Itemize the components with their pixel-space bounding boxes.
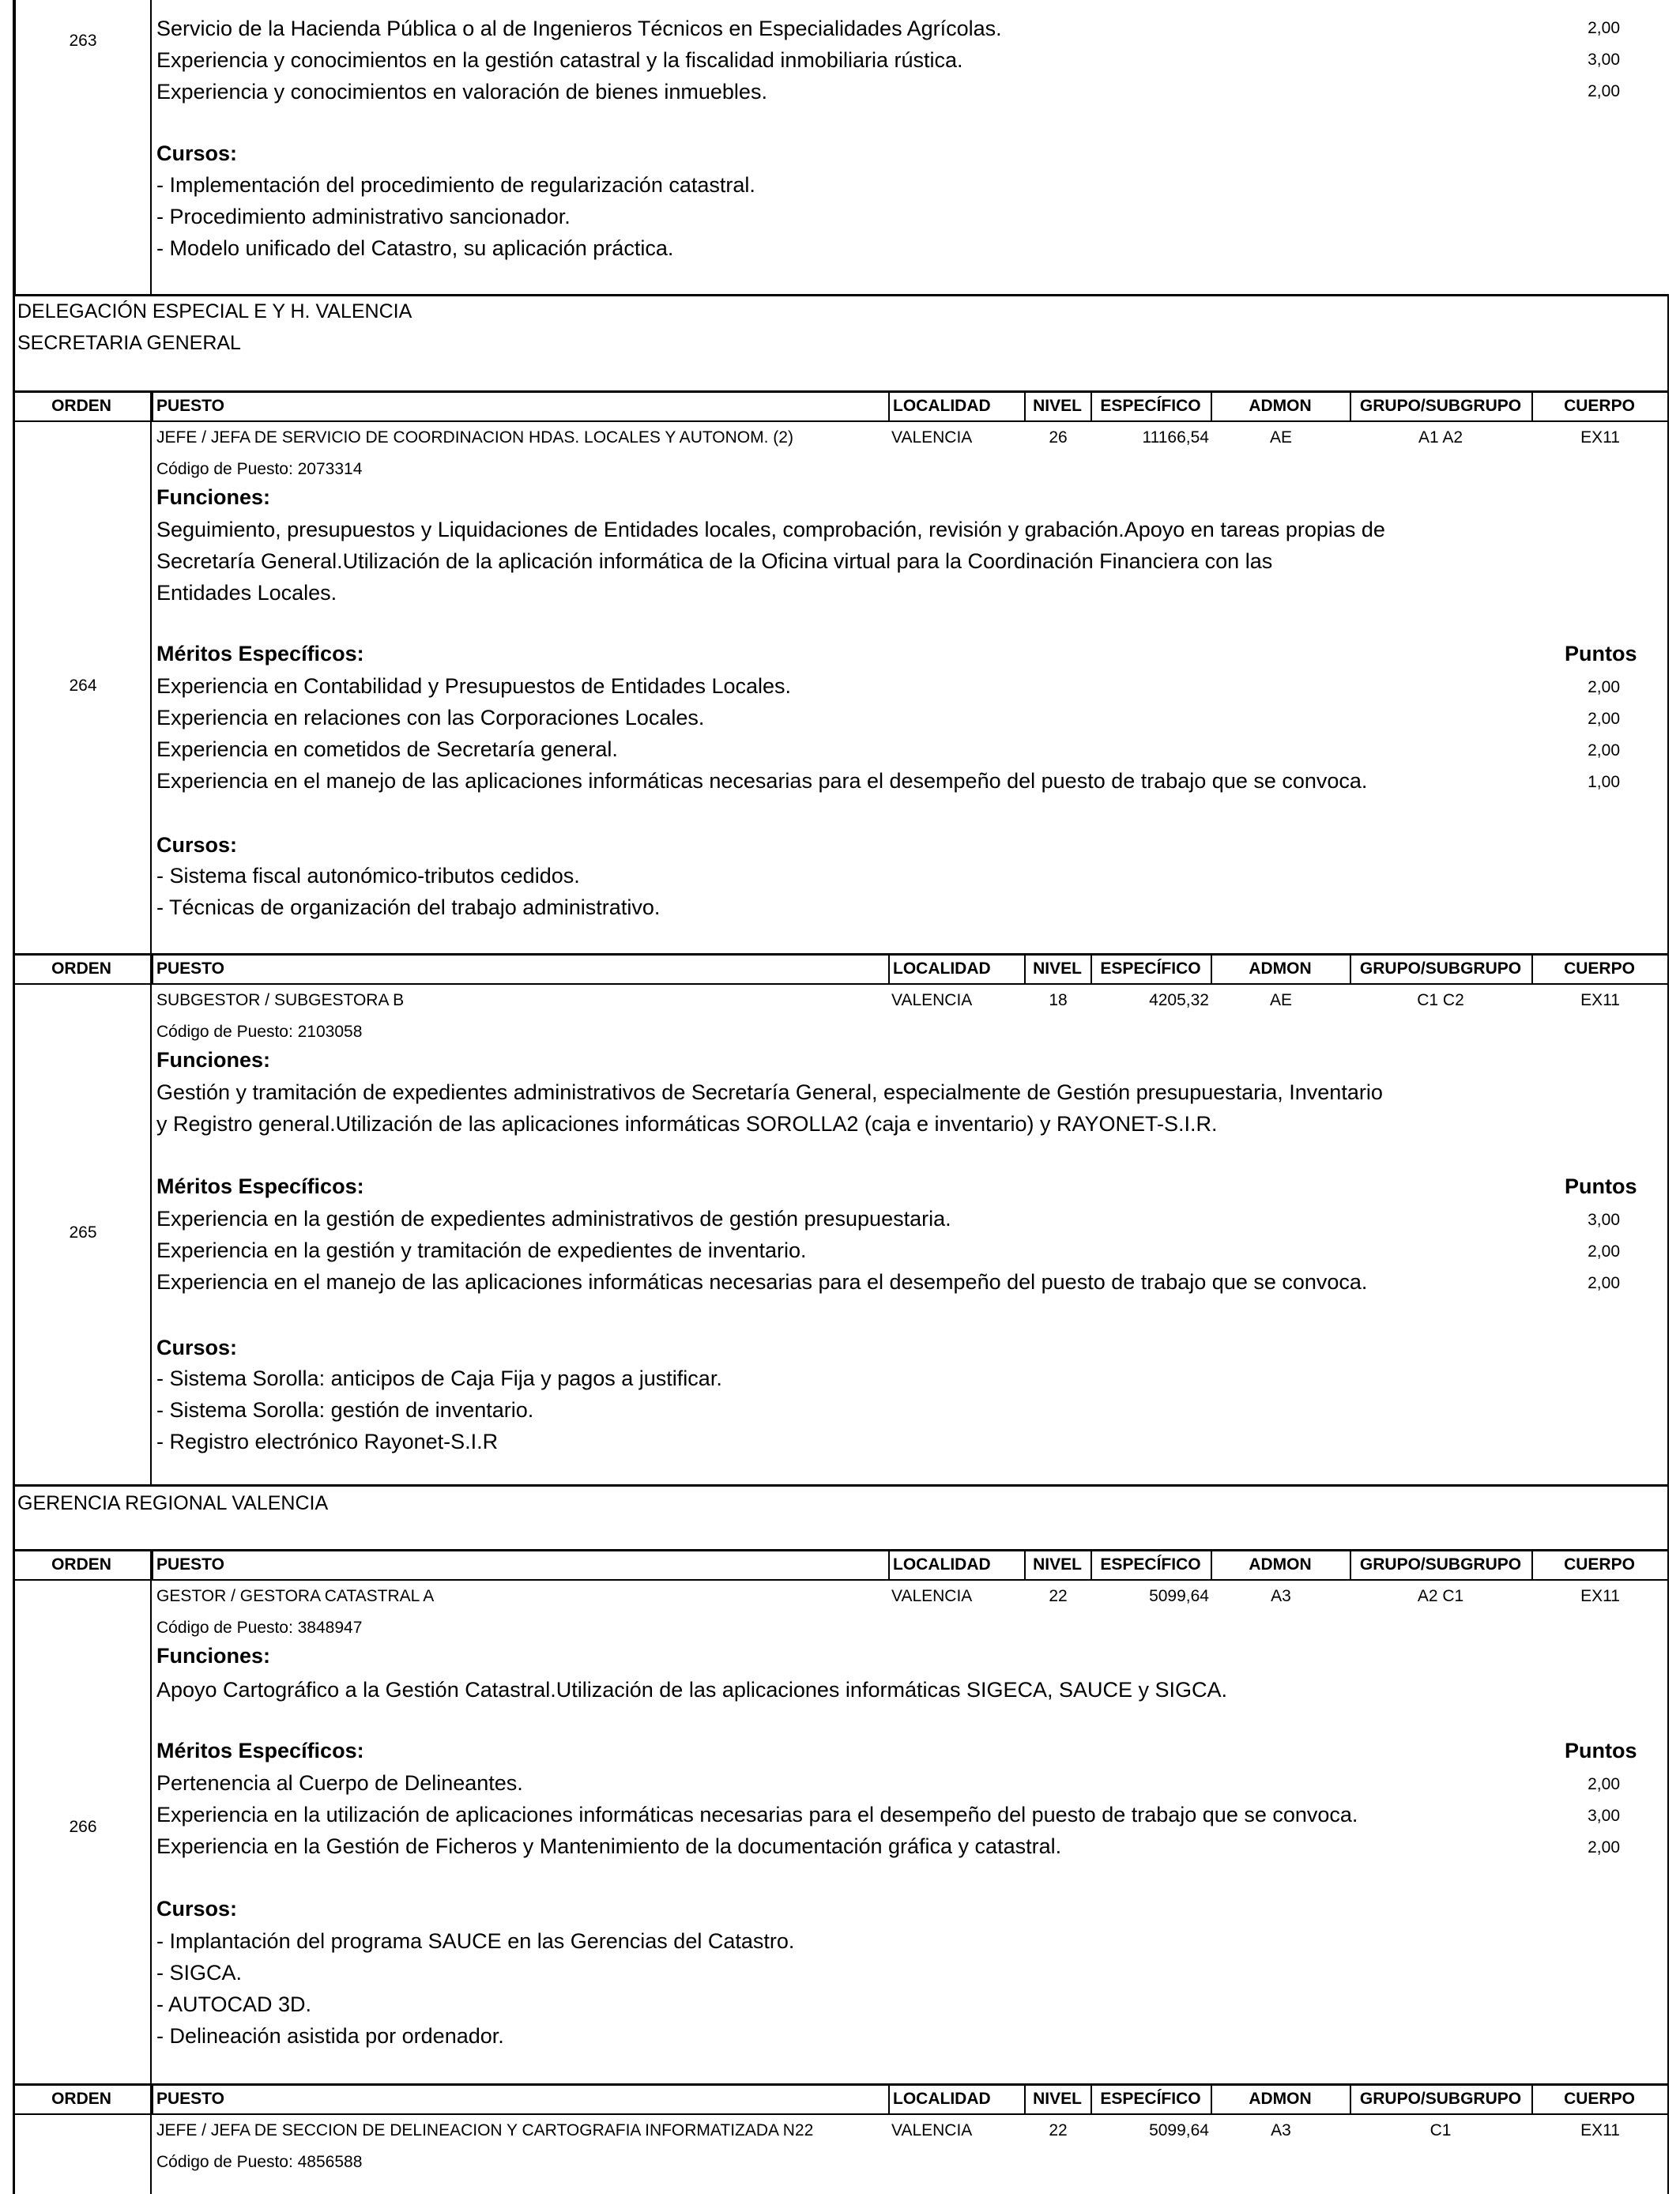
curso-item: - Procedimiento administrativo sancionador.	[156, 205, 571, 228]
curso-item: - Técnicas de organización del trabajo administrativo.	[156, 895, 661, 919]
meritos-label: Méritos Específicos:	[156, 1739, 364, 1762]
header-top-line	[13, 390, 1669, 393]
orden-divider	[150, 953, 152, 1484]
especifico-value: 5099,64	[1149, 2121, 1209, 2139]
table-border-right	[1667, 294, 1669, 2194]
header-cell-divider	[152, 2083, 153, 2115]
grupo-value: C1	[1430, 2121, 1452, 2139]
merit-points: 2,00	[1588, 1274, 1620, 1292]
curso-item: - Delineación asistida por ordenador.	[156, 2024, 504, 2048]
grupo-value: A1 A2	[1418, 428, 1463, 447]
header-bottom-line	[13, 983, 1669, 985]
header-orden: ORDEN	[51, 2090, 111, 2108]
merit-points: 3,00	[1588, 1211, 1620, 1229]
cuerpo-value: EX11	[1580, 991, 1620, 1009]
header-admon: ADMON	[1249, 959, 1312, 978]
nivel-value: 18	[1049, 991, 1068, 1009]
merit-text: Experiencia en cometidos de Secretaría general.	[156, 737, 618, 761]
header-cuerpo: CUERPO	[1564, 397, 1635, 415]
meritos-label: Méritos Específicos:	[156, 1174, 364, 1198]
header-localidad: LOCALIDAD	[893, 959, 991, 978]
merit-text: Experiencia en el manejo de las aplicaciones informáticas necesarias para el desempeño del puesto de trabajo que se convoca.	[156, 1270, 1368, 1294]
codigo-puesto: Código de Puesto: 2103058	[156, 1023, 363, 1041]
cursos-label: Cursos:	[156, 141, 238, 165]
especifico-value: 4205,32	[1149, 991, 1209, 1009]
header-grupo: GRUPO/SUBGRUPO	[1359, 959, 1522, 978]
merit-points: 2,00	[1588, 19, 1620, 37]
codigo-puesto: Código de Puesto: 3848947	[156, 1619, 363, 1637]
orden-value: 263	[69, 32, 97, 50]
merit-points: 2,00	[1588, 678, 1620, 696]
admon-value: AE	[1269, 991, 1292, 1009]
especifico-value: 11166,54	[1142, 428, 1209, 447]
funciones-line: y Registro general.Utilización de las aplicaciones informáticas SOROLLA2 (caja e inventario) y RAYONET-S.I.R.	[156, 1112, 1218, 1136]
admon-value: AE	[1269, 428, 1292, 447]
curso-item: - Sistema Sorolla: gestión de inventario.	[156, 1398, 534, 1422]
puntos-label: Puntos	[1565, 1739, 1637, 1762]
header-cell-divider	[888, 390, 890, 422]
orden-divider	[150, 390, 152, 953]
funciones-line: Secretaría General.Utilización de la aplicación informática de la Oficina virtual para la Coordinación Financiera con las	[156, 549, 1273, 573]
section-title: DELEGACIÓN ESPECIAL E Y H. VALENCIA	[17, 300, 412, 322]
curso-item: - AUTOCAD 3D.	[156, 1992, 312, 2016]
admon-value: A3	[1271, 2121, 1291, 2139]
header-cell-divider	[152, 953, 153, 985]
curso-item: - Sistema fiscal autonómico-tributos cedidos.	[156, 864, 580, 888]
header-localidad: LOCALIDAD	[893, 1555, 991, 1574]
merit-points: 1,00	[1588, 773, 1620, 791]
merit-points: 2,00	[1588, 741, 1620, 760]
header-cuerpo: CUERPO	[1564, 1555, 1635, 1574]
especifico-value: 5099,64	[1149, 1587, 1209, 1605]
merit-points: 3,00	[1588, 1807, 1620, 1825]
orden-value: 264	[69, 677, 97, 695]
merit-text: Experiencia en la gestión de expedientes administrativos de gestión presupuestaria.	[156, 1207, 951, 1231]
cuerpo-value: EX11	[1580, 2121, 1620, 2139]
merit-points: 2,00	[1588, 1838, 1620, 1857]
cursos-label: Cursos:	[156, 1336, 238, 1359]
header-orden: ORDEN	[51, 397, 111, 415]
orden-divider	[150, 0, 152, 296]
nivel-value: 26	[1049, 428, 1068, 447]
merit-points: 3,00	[1588, 51, 1620, 69]
section-subtitle: SECRETARIA GENERAL	[17, 332, 241, 354]
puntos-label: Puntos	[1565, 642, 1637, 665]
funciones-label: Funciones:	[156, 1048, 271, 1072]
localidad-value: VALENCIA	[891, 991, 973, 1009]
admon-value: A3	[1271, 1587, 1291, 1605]
merit-text: Experiencia en relaciones con las Corporaciones Locales.	[156, 706, 705, 729]
header-top-line	[13, 2083, 1669, 2086]
curso-item: - Sistema Sorolla: anticipos de Caja Fija y pagos a justificar.	[156, 1367, 722, 1390]
funciones-label: Funciones:	[156, 485, 271, 509]
header-cuerpo: CUERPO	[1564, 2090, 1635, 2108]
header-bottom-line	[13, 2113, 1669, 2115]
localidad-value: VALENCIA	[891, 1587, 973, 1605]
codigo-puesto: Código de Puesto: 2073314	[156, 460, 363, 478]
header-especifico: ESPECÍFICO	[1100, 397, 1201, 415]
header-orden: ORDEN	[51, 959, 111, 978]
header-admon: ADMON	[1249, 1555, 1312, 1574]
merit-points: 2,00	[1588, 82, 1620, 100]
header-grupo: GRUPO/SUBGRUPO	[1359, 397, 1522, 415]
nivel-value: 22	[1049, 2121, 1068, 2139]
curso-item: - SIGCA.	[156, 1961, 243, 1985]
puntos-label: Puntos	[1565, 1174, 1637, 1198]
merit-text: Experiencia en el manejo de las aplicaciones informáticas necesarias para el desempeño del puesto de trabajo que se convoca.	[156, 769, 1368, 793]
curso-item: - Modelo unificado del Catastro, su aplicación práctica.	[156, 236, 674, 260]
curso-item: - Implementación del procedimiento de regularización catastral.	[156, 173, 755, 197]
merit-text: Servicio de la Hacienda Pública o al de Ingenieros Técnicos en Especialidades Agrícolas.	[156, 17, 1002, 40]
cursos-label: Cursos:	[156, 1897, 238, 1921]
orden-divider	[150, 1549, 152, 2083]
merit-points: 2,00	[1588, 1775, 1620, 1793]
header-cell-divider	[888, 953, 890, 985]
header-admon: ADMON	[1249, 397, 1312, 415]
header-especifico: ESPECÍFICO	[1100, 2090, 1201, 2108]
cuerpo-value: EX11	[1580, 1587, 1620, 1605]
cursos-label: Cursos:	[156, 833, 238, 857]
meritos-label: Méritos Específicos:	[156, 642, 364, 665]
header-puesto: PUESTO	[156, 959, 224, 978]
table-border-left	[13, 294, 15, 2194]
header-nivel: NIVEL	[1033, 1555, 1082, 1574]
codigo-puesto: Código de Puesto: 4856588	[156, 2153, 363, 2171]
orden-value: 266	[69, 1818, 97, 1836]
cuerpo-value: EX11	[1580, 428, 1620, 447]
header-cell-divider	[888, 2083, 890, 2115]
funciones-line: Entidades Locales.	[156, 581, 337, 605]
merit-text: Experiencia en la Gestión de Ficheros y Mantenimiento de la documentación gráfica y catastral.	[156, 1834, 1062, 1858]
grupo-value: C1 C2	[1417, 991, 1464, 1009]
header-puesto: PUESTO	[156, 1555, 224, 1574]
puesto-value: GESTOR / GESTORA CATASTRAL A	[156, 1587, 435, 1605]
header-nivel: NIVEL	[1033, 2090, 1082, 2108]
funciones-label: Funciones:	[156, 1644, 271, 1668]
puesto-value: JEFE / JEFA DE SECCION DE DELINEACION Y CARTOGRAFIA INFORMATIZADA N22	[156, 2121, 814, 2139]
section-title: GERENCIA REGIONAL VALENCIA	[17, 1492, 329, 1514]
merit-points: 2,00	[1588, 710, 1620, 728]
puesto-value: JEFE / JEFA DE SERVICIO DE COORDINACION HDAS. LOCALES Y AUTONOM. (2)	[156, 428, 793, 447]
grupo-value: A2 C1	[1417, 1587, 1464, 1605]
header-cell-divider	[152, 390, 153, 422]
header-top-line	[13, 1549, 1669, 1551]
funciones-line: Seguimiento, presupuestos y Liquidaciones de Entidades locales, comprobación, revisión y grabación.Apoyo en tareas propias de	[156, 518, 1385, 541]
merit-text: Experiencia en la gestión y tramitación de expedientes de inventario.	[156, 1238, 807, 1262]
header-localidad: LOCALIDAD	[893, 2090, 991, 2108]
header-nivel: NIVEL	[1033, 959, 1082, 978]
header-cuerpo: CUERPO	[1564, 959, 1635, 978]
header-nivel: NIVEL	[1033, 397, 1082, 415]
header-grupo: GRUPO/SUBGRUPO	[1359, 1555, 1522, 1574]
merit-text: Experiencia en Contabilidad y Presupuestos de Entidades Locales.	[156, 674, 792, 698]
header-localidad: LOCALIDAD	[893, 397, 991, 415]
funciones-line: Gestión y tramitación de expedientes administrativos de Secretaría General, especialmente de Gestión presupuestaria, Inventario	[156, 1080, 1383, 1104]
header-bottom-line	[13, 420, 1669, 422]
merit-text: Pertenencia al Cuerpo de Delineantes.	[156, 1771, 523, 1795]
merit-text: Experiencia y conocimientos en valoración de bienes inmuebles.	[156, 80, 767, 104]
puesto-value: SUBGESTOR / SUBGESTORA B	[156, 991, 405, 1009]
merit-text: Experiencia en la utilización de aplicaciones informáticas necesarias para el desempeño del puesto de trabajo que se convoca.	[156, 1803, 1358, 1826]
header-puesto: PUESTO	[156, 2090, 224, 2108]
curso-item: - Implantación del programa SAUCE en las Gerencias del Catastro.	[156, 1929, 795, 1953]
curso-item: - Registro electrónico Rayonet-S.I.R	[156, 1430, 499, 1453]
header-top-line	[13, 953, 1669, 956]
header-especifico: ESPECÍFICO	[1100, 959, 1201, 978]
header-cell-divider	[152, 1549, 153, 1581]
merit-points: 2,00	[1588, 1242, 1620, 1261]
header-grupo: GRUPO/SUBGRUPO	[1359, 2090, 1522, 2108]
merit-text: Experiencia y conocimientos en la gestión catastral y la fiscalidad inmobiliaria rústica.	[156, 48, 963, 72]
orden-value: 265	[69, 1223, 97, 1242]
header-orden: ORDEN	[51, 1555, 111, 1574]
header-admon: ADMON	[1249, 2090, 1312, 2108]
header-bottom-line	[13, 1579, 1669, 1581]
funciones-line: Apoyo Cartográfico a la Gestión Catastral.Utilización de las aplicaciones informáticas SIGECA, SAUCE y SIGCA.	[156, 1678, 1228, 1702]
localidad-value: VALENCIA	[891, 2121, 973, 2139]
nivel-value: 22	[1049, 1587, 1068, 1605]
header-cell-divider	[888, 1549, 890, 1581]
header-especifico: ESPECÍFICO	[1100, 1555, 1201, 1574]
localidad-value: VALENCIA	[891, 428, 973, 447]
header-puesto: PUESTO	[156, 397, 224, 415]
section-divider	[13, 1484, 1669, 1487]
